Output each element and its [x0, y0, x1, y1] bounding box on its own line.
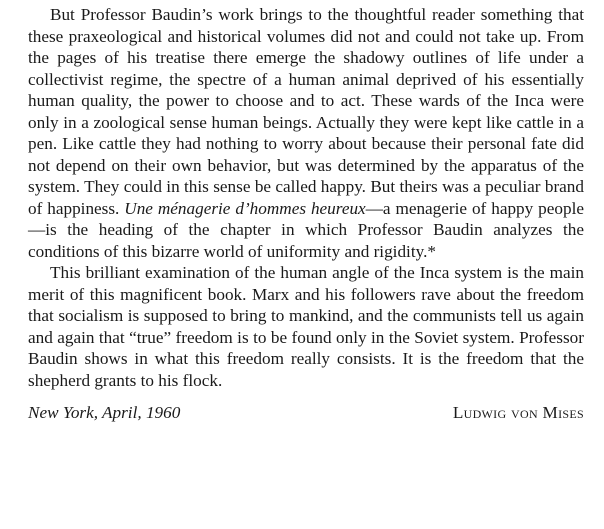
author-name: Ludwig von Mises: [452, 403, 584, 422]
chapter-title-italic: Une ménagerie d’hommes heureux: [124, 198, 366, 218]
paragraph-1: [28, 4, 584, 262]
paragraph-2: [28, 262, 584, 391]
place-date: New York, April, 1960: [28, 403, 181, 422]
document-page: [28, 4, 584, 424]
paragraph-1-text-b: —a menagerie of happy people—is the heading of the chapter in which Professor Baudin analyzes the conditions of this bizarre world of uniformity and rigidity.*: [28, 198, 584, 261]
signature-line: [28, 402, 584, 424]
paragraph-2-text: This brilliant examination of the human angle of the Inca system is the main merit of this magnificent book. Marx and his followers rave about the freedom that socialism is supposed to bring to mankind, and the communists tell us again and again that “true” freedom is to be found only in the Soviet system. Professor Baudin shows in what this freedom really consists. It is the freedom that the shepherd grants to his flock.: [28, 263, 584, 390]
paragraph-1-text-a: But Professor Baudin’s work brings to the thoughtful reader something that these praxeological and historical volumes did not and could not take up. From the pages of his treatise there emerge the shadowy outlines of life under a collectivist regime, the spectre of a human animal deprived of his essentially human quality, the power to choose and to act. These wards of the Inca were only in a zoological sense human beings. Actually they were kept like cattle in a pen. Like cattle they had nothing to worry about because their personal fate did not depend on their own behavior, but was determined by the apparatus of the system. They could in this sense be called happy. But theirs was a peculiar brand of happiness.: [28, 5, 584, 218]
